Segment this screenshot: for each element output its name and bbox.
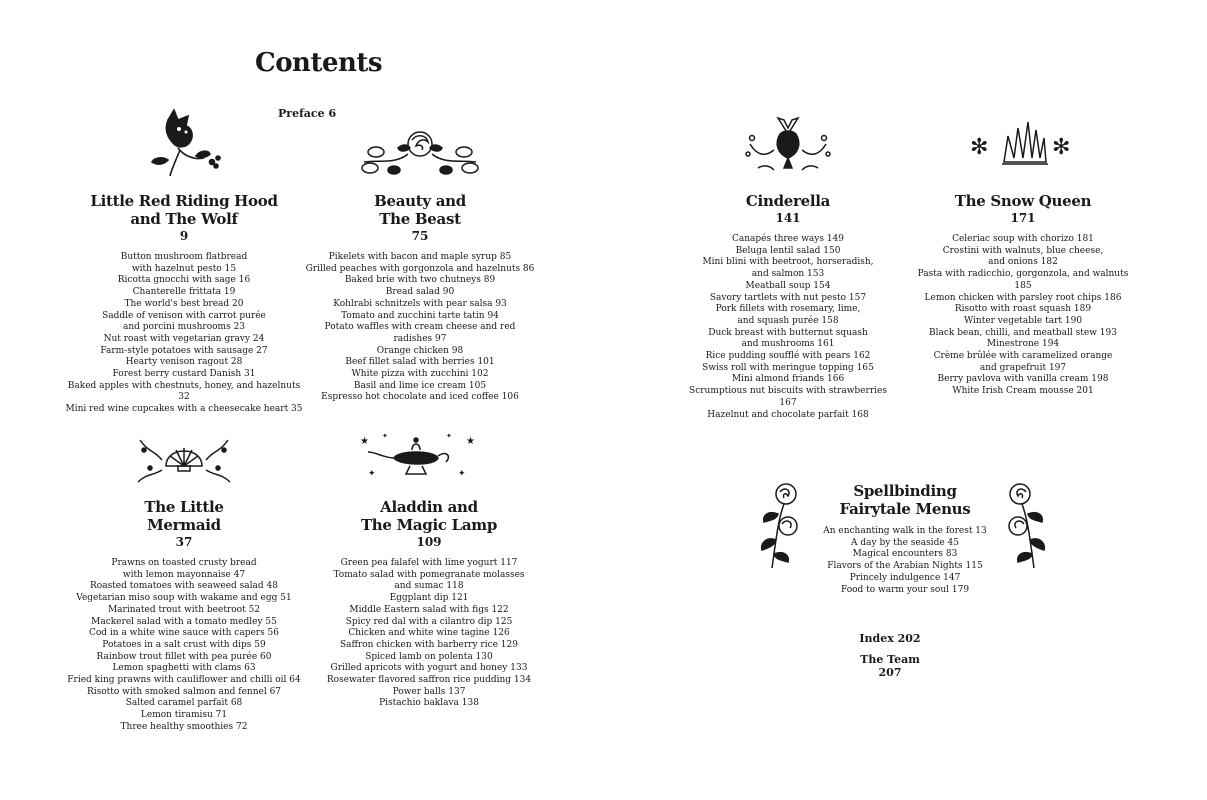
recipe-item: Power balls 137 [392, 686, 466, 697]
recipe-item: Ricotta gnocchi with sage 16 [117, 275, 251, 286]
shell-icon [134, 430, 234, 486]
recipe-item: Hazelnut and chocolate parfait 168 [707, 409, 869, 420]
section-aladdin [318, 498, 540, 710]
recipe-list [62, 252, 306, 416]
recipe-item: Duck breast with butternut squash and mushrooms 161 [708, 327, 868, 350]
recipe-item: Saddle of venison with carrot purée and porcini mushrooms 23 [102, 310, 266, 333]
recipe-item: Cod in a white wine sauce with capers 56 [88, 628, 280, 639]
recipe-item: Baked apples with chestnuts, honey, and hazelnuts 32 [67, 380, 301, 403]
recipe-item: Risotto with smoked salmon and fennel 67 [86, 686, 282, 697]
recipe-item: Black bean, chilli, and meatball stew 193 [929, 327, 1117, 338]
recipe-item: Magical encounters 83 [852, 549, 958, 560]
index-entry: Index 202 [859, 632, 921, 645]
recipe-item: White Irish Cream mousse 201 [952, 386, 1094, 397]
recipe-item: Beluga lentil salad 150 [735, 245, 841, 256]
section-title: Little Red Riding Hood and The Wolf [90, 192, 278, 228]
svg-text:★: ★ [466, 436, 475, 447]
section-page: 37 [175, 535, 193, 549]
svg-text:✦: ✦ [446, 432, 452, 440]
section-page: 171 [1010, 211, 1036, 225]
section-beauty-and-the-beast [304, 192, 536, 404]
recipe-item: Forest berry custard Danish 31 [112, 369, 256, 380]
recipe-item: Crème brûlée with caramelized orange and grapefruit 197 [933, 351, 1113, 373]
recipe-item: Basil and lime ice cream 105 [353, 380, 487, 391]
lamp-icon [354, 428, 480, 484]
recipe-item: Crostini with walnuts, blue cheese, and onions 182 [942, 245, 1104, 268]
svg-text:✦: ✦ [382, 432, 388, 440]
recipe-list [62, 558, 306, 734]
rose-icon [360, 124, 480, 178]
recipe-item: Baked brie with two chutneys 89 [344, 275, 496, 286]
svg-text:✻: ✻ [970, 135, 989, 160]
recipe-item: Mini almond friands 166 [731, 374, 845, 385]
recipe-item: Lemon spaghetti with clams 63 [112, 663, 256, 674]
recipe-item: Meatball soup 154 [745, 280, 831, 291]
section-page: 75 [411, 229, 429, 243]
recipe-list [318, 558, 540, 710]
recipe-list [912, 234, 1134, 398]
recipe-item: Potatoes in a salt crust with dips 59 [102, 639, 266, 650]
section-title: The Little Mermaid [144, 498, 224, 534]
recipe-item: Chicken and white wine tagine 126 [348, 628, 510, 639]
recipe-item: Rice pudding soufflé with pears 162 [705, 351, 871, 362]
recipe-item: Salted caramel parfait 68 [125, 698, 243, 709]
recipe-item: Hearty venison ragout 28 [125, 357, 243, 368]
recipe-item: Roasted tomatoes with seaweed salad 48 [90, 581, 278, 592]
section-page: 141 [775, 211, 801, 225]
recipe-item: Kohlrabi schnitzels with pear salsa 93 [333, 298, 507, 309]
recipe-list [304, 252, 536, 404]
dove-icon [744, 114, 832, 176]
svg-text:✦: ✦ [458, 469, 466, 479]
recipe-item: Pork fillets with rosemary, lime, and squash purée 158 [715, 304, 861, 326]
recipe-item: Rosewater flavored saffron rice pudding 134 [326, 675, 532, 686]
page-title: Contents [255, 48, 383, 78]
recipe-item: Eggplant dip 121 [389, 593, 469, 604]
recipe-item: Princely indulgence 147 [849, 572, 961, 583]
recipe-item: Rainbow trout fillet with pea purée 60 [96, 651, 272, 662]
recipe-item: Bread salad 90 [385, 287, 455, 298]
section-little-mermaid [62, 498, 306, 734]
recipe-item: Farm-style potatoes with sausage 27 [100, 345, 268, 356]
recipe-item: Mini blini with beetroot, horseradish, and salmon 153 [702, 257, 874, 280]
recipe-item: Grilled peaches with gorgonzola and hazelnuts 86 [305, 263, 535, 274]
recipe-item: Orange chicken 98 [376, 345, 464, 356]
recipe-item: Button mushroom flatbread with hazelnut pesto 15 [120, 252, 248, 274]
recipe-item: Spiced lamb on polenta 130 [365, 651, 493, 662]
recipe-item: Vegetarian miso soup with wakame and egg 51 [76, 593, 292, 604]
recipe-item: Minestrone 194 [986, 339, 1060, 350]
crown-icon [968, 118, 1078, 174]
recipe-item: Celeriac soup with chorizo 181 [952, 234, 1094, 244]
recipe-item: Mackerel salad with a tomato medley 55 [91, 616, 277, 627]
recipe-item: Pasta with radicchio, gorgonzola, and walnuts 185 [917, 269, 1129, 291]
section-page: 109 [416, 535, 442, 549]
recipe-item: White pizza with zucchini 102 [351, 369, 489, 380]
recipe-item: Savory tartlets with nut pesto 157 [709, 292, 867, 303]
recipe-list [680, 234, 896, 421]
rose-stem-icon [752, 480, 802, 572]
recipe-item: Three healthy smoothies 72 [120, 721, 248, 732]
recipe-item: Grilled apricots with yogurt and honey 133 [330, 663, 528, 674]
section-title: The Snow Queen [954, 192, 1092, 210]
recipe-item: Middle Eastern salad with figs 122 [349, 604, 509, 615]
recipe-item: Mini red wine cupcakes with a cheesecake heart 35 [65, 404, 303, 415]
recipe-list [818, 526, 992, 596]
recipe-item: Chanterelle frittata 19 [132, 287, 236, 298]
recipe-item: Lemon chicken with parsley root chips 186 [924, 292, 1122, 303]
recipe-item: Potato waffles with cream cheese and red radishes 97 [324, 322, 516, 344]
recipe-item: Prawns on toasted crusty bread with lemon mayonnaise 47 [111, 558, 257, 580]
recipe-item: Tomato salad with pomegranate molasses and sumac 118 [333, 569, 525, 592]
recipe-item: Canapés three ways 149 [731, 234, 845, 244]
recipe-item: Swiss roll with meringue topping 165 [702, 362, 874, 373]
section-cinderella [680, 192, 896, 421]
recipe-item: Pistachio baklava 138 [379, 698, 479, 709]
svg-text:✦: ✦ [368, 469, 376, 479]
recipe-item: Winter vegetable tart 190 [963, 315, 1083, 326]
recipe-item: Green pea falafel with lime yogurt 117 [340, 558, 518, 568]
preface-entry: Preface 6 [278, 107, 337, 120]
section-title: Beauty and The Beast [374, 192, 466, 228]
team-entry: The Team 207 [860, 653, 920, 679]
section-title: Spellbinding Fairytale Menus [839, 482, 971, 518]
recipe-item: Pikelets with bacon and maple syrup 85 [328, 252, 512, 262]
recipe-item: Fried king prawns with cauliflower and chilli oil 64 [67, 675, 301, 686]
recipe-item: The world's best bread 20 [124, 298, 244, 309]
recipe-item: Scrumptious nut biscuits with strawberries 167 [689, 386, 887, 408]
recipe-item: Beef fillet salad with berries 101 [345, 357, 495, 368]
section-snow-queen [912, 192, 1134, 398]
recipe-item: Marinated trout with beetroot 52 [107, 604, 261, 615]
recipe-item: Flavors of the Arabian Nights 115 [827, 561, 983, 572]
recipe-item: Tomato and zucchini tarte tatin 94 [341, 310, 499, 321]
recipe-item: Saffron chicken with barberry rice 129 [339, 639, 518, 650]
recipe-item: Nut roast with vegetarian gravy 24 [103, 333, 265, 344]
section-title: Cinderella [745, 192, 831, 210]
recipe-item: Berry pavlova with vanilla cream 198 [937, 374, 1109, 385]
recipe-item: Risotto with roast squash 189 [954, 304, 1092, 315]
recipe-item: A day by the seaside 45 [851, 537, 959, 548]
section-fairytale-menus [818, 482, 992, 596]
recipe-item: An enchanting walk in the forest 13 [823, 526, 987, 536]
section-title: Aladdin and The Magic Lamp [360, 498, 498, 534]
recipe-item: Lemon tiramisu 71 [140, 710, 228, 721]
recipe-item: Spicy red dal with a cilantro dip 125 [345, 616, 513, 627]
svg-text:★: ★ [360, 436, 369, 447]
section-page: 9 [179, 229, 189, 243]
wolf-icon [148, 108, 224, 180]
recipe-item: Espresso hot chocolate and iced coffee 106 [321, 392, 519, 403]
recipe-item: Food to warm your soul 179 [840, 584, 970, 595]
section-little-red-riding-hood [62, 192, 306, 416]
rose-stem-icon [1004, 480, 1054, 572]
svg-text:✻: ✻ [1052, 135, 1071, 160]
